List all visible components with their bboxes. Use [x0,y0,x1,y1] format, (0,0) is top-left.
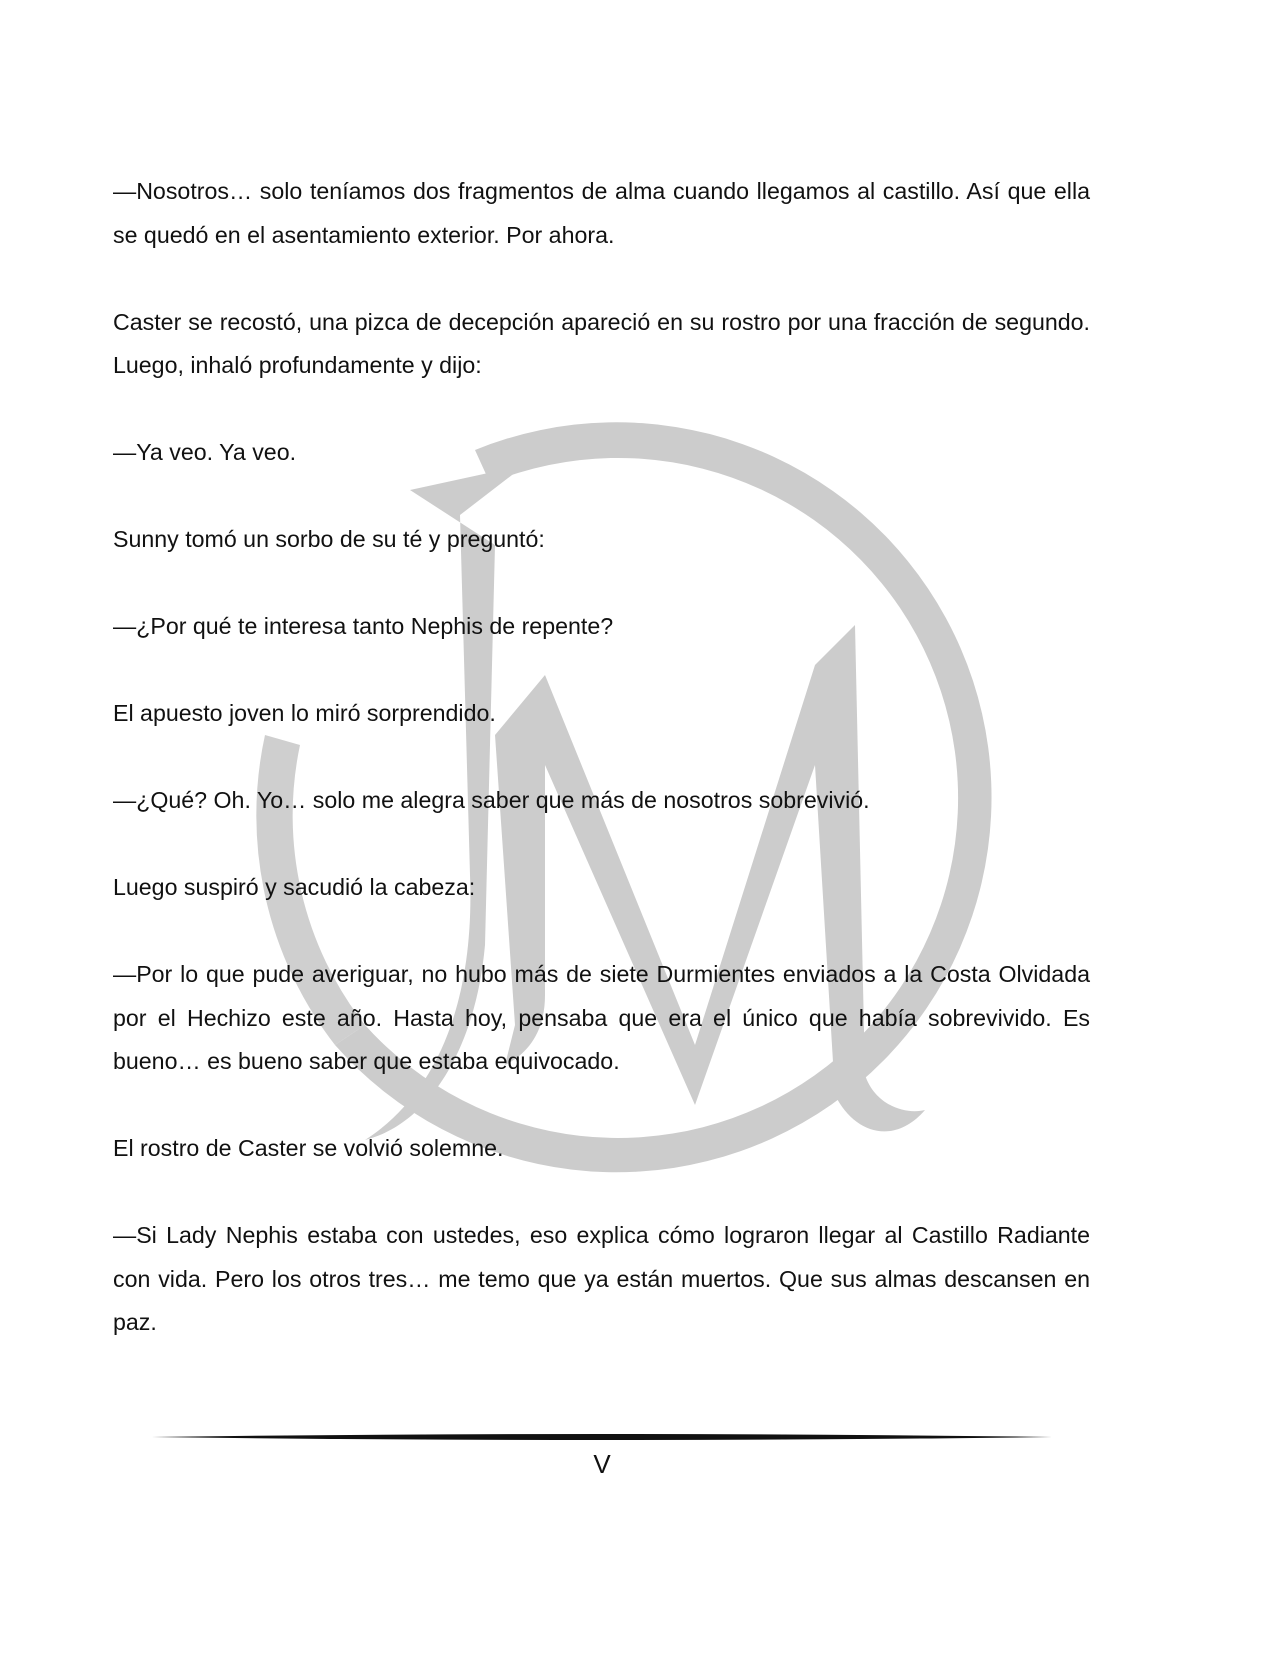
page-number: V [593,1449,611,1479]
paragraph-8: Luego suspiró y sacudió la cabeza: [113,874,476,900]
document-body [113,170,1090,1345]
paragraph-4: Sunny tomó un sorbo de su té y preguntó: [113,526,545,552]
paragraph-3: —Ya veo. Ya veo. [113,439,297,465]
paragraph-6: El apuesto joven lo miró sorprendido. [113,700,496,726]
paragraph-11: —Si Lady Nephis estaba con ustedes, eso explica cómo lograron llegar al Castillo Radiante con vida. Pero los otros tres… me temo que ya están muertos. Que sus almas descansen en paz. [113,1222,1090,1335]
paragraph-10: El rostro de Caster se volvió solemne. [113,1135,504,1161]
paragraph-5: —¿Por qué te interesa tanto Nephis de repente? [113,613,614,639]
paragraph-7: —¿Qué? Oh. Yo… solo me alegra saber que más de nosotros sobrevivió. [113,787,870,813]
paragraph-9: —Por lo que pude averiguar, no hubo más de siete Durmientes enviados a la Costa Olvidada por el Hechizo este año. Hasta hoy, pensaba que era el único que había sobrevivido. Es bueno… es bueno saber que estaba equivocado. [113,961,1090,1074]
footer-divider [152,1432,1052,1442]
paragraph-1: —Nosotros… solo teníamos dos fragmentos de alma cuando llegamos al castillo. Así que ella se quedó en el asentamiento exterior. Por ahora. [113,178,1090,248]
paragraph-2: Caster se recostó, una pizca de decepción apareció en su rostro por una fracción de segundo. Luego, inhaló profundamente y dijo: [113,308,1090,378]
